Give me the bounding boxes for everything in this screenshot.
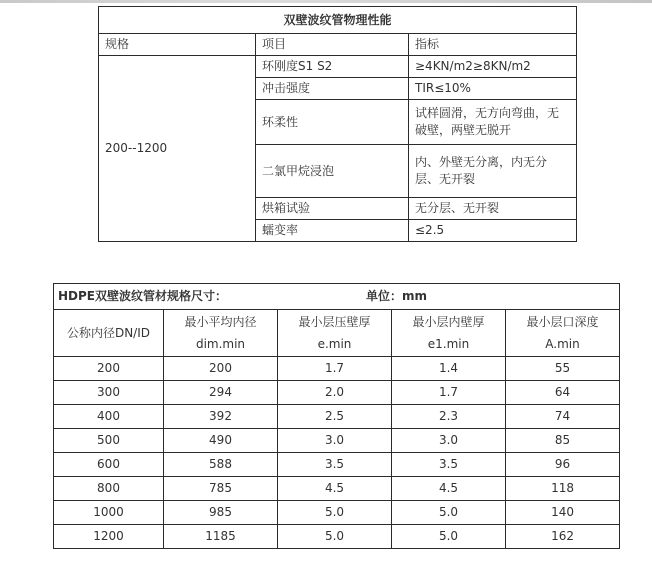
size-cell: 490	[164, 429, 278, 453]
table-caption	[54, 284, 620, 310]
table-row	[54, 357, 620, 381]
size-cell: 200	[164, 357, 278, 381]
physical-properties-table	[98, 6, 577, 242]
size-cell: 588	[164, 453, 278, 477]
table-row	[54, 453, 620, 477]
header-nominal-diameter: 公称内径DN/ID	[54, 310, 164, 357]
size-cell: 300	[54, 381, 164, 405]
table-row	[54, 405, 620, 429]
size-cell: 118	[506, 477, 620, 501]
size-cell: 1.4	[392, 357, 506, 381]
size-cell: 2.3	[392, 405, 506, 429]
size-cell: 985	[164, 501, 278, 525]
value-cell: ≤2.5	[409, 220, 577, 242]
value-cell: 无分层、无开裂	[409, 198, 577, 220]
table-row	[54, 501, 620, 525]
specification-size-table	[53, 283, 620, 549]
size-cell: 85	[506, 429, 620, 453]
size-cell: 96	[506, 453, 620, 477]
size-cell: 3.5	[278, 453, 392, 477]
table-row	[99, 56, 577, 78]
size-cell: 5.0	[278, 525, 392, 549]
size-cell: 3.0	[392, 429, 506, 453]
size-cell: 1.7	[278, 357, 392, 381]
header-min-inner-wall: 最小层内壁厚 e1.min	[392, 310, 506, 357]
value-cell: 内、外壁无分离，内无分层、无开裂	[409, 145, 577, 198]
spec-range-cell: 200--1200	[99, 56, 256, 242]
size-cell: 140	[506, 501, 620, 525]
size-cell: 5.0	[392, 501, 506, 525]
size-cell: 55	[506, 357, 620, 381]
header-min-socket-depth: 最小层口深度 A.min	[506, 310, 620, 357]
size-cell: 3.0	[278, 429, 392, 453]
table-row	[54, 525, 620, 549]
value-cell: ≥4KN/m2≥8KN/m2	[409, 56, 577, 78]
header-min-wall-thickness: 最小层压壁厚 e.min	[278, 310, 392, 357]
item-cell: 冲击强度	[256, 78, 409, 100]
size-cell: 1000	[54, 501, 164, 525]
size-cell: 2.0	[278, 381, 392, 405]
size-cell: 400	[54, 405, 164, 429]
value-cell: 试样圆滑，无方向弯曲，无破壁，两壁无脱开	[409, 100, 577, 145]
size-cell: 200	[54, 357, 164, 381]
header-indicator: 指标	[409, 34, 577, 56]
size-cell: 4.5	[392, 477, 506, 501]
item-cell: 环柔性	[256, 100, 409, 145]
size-cell: 785	[164, 477, 278, 501]
cropped-text-strip	[0, 0, 652, 3]
size-cell: 5.0	[392, 525, 506, 549]
header-min-inner-diameter: 最小平均内径 dim.min	[164, 310, 278, 357]
item-cell: 环刚度S1 S2	[256, 56, 409, 78]
item-cell: 蠕变率	[256, 220, 409, 242]
table-title-row	[99, 7, 577, 34]
item-cell: 烘箱试验	[256, 198, 409, 220]
size-cell: 1200	[54, 525, 164, 549]
size-cell: 600	[54, 453, 164, 477]
size-cell: 392	[164, 405, 278, 429]
caption-text: HDPE双壁波纹管材规格尺寸：	[58, 289, 227, 303]
unit-text: 单位：mm	[366, 289, 428, 303]
caption-row	[54, 284, 620, 310]
item-cell: 二氯甲烷浸泡	[256, 145, 409, 198]
size-cell: 3.5	[392, 453, 506, 477]
size-cell: 64	[506, 381, 620, 405]
header-row	[54, 310, 620, 357]
size-cell: 5.0	[278, 501, 392, 525]
table-row	[54, 477, 620, 501]
size-cell: 2.5	[278, 405, 392, 429]
header-spec: 规格	[99, 34, 256, 56]
header-row	[99, 34, 577, 56]
size-cell: 1.7	[392, 381, 506, 405]
table-row	[54, 381, 620, 405]
size-cell: 294	[164, 381, 278, 405]
value-cell: TIR≤10%	[409, 78, 577, 100]
size-cell: 1185	[164, 525, 278, 549]
size-cell: 74	[506, 405, 620, 429]
size-cell: 162	[506, 525, 620, 549]
size-cell: 800	[54, 477, 164, 501]
table-title: 双壁波纹管物理性能	[99, 7, 577, 34]
size-cell: 500	[54, 429, 164, 453]
table-row	[54, 429, 620, 453]
header-item: 项目	[256, 34, 409, 56]
size-cell: 4.5	[278, 477, 392, 501]
